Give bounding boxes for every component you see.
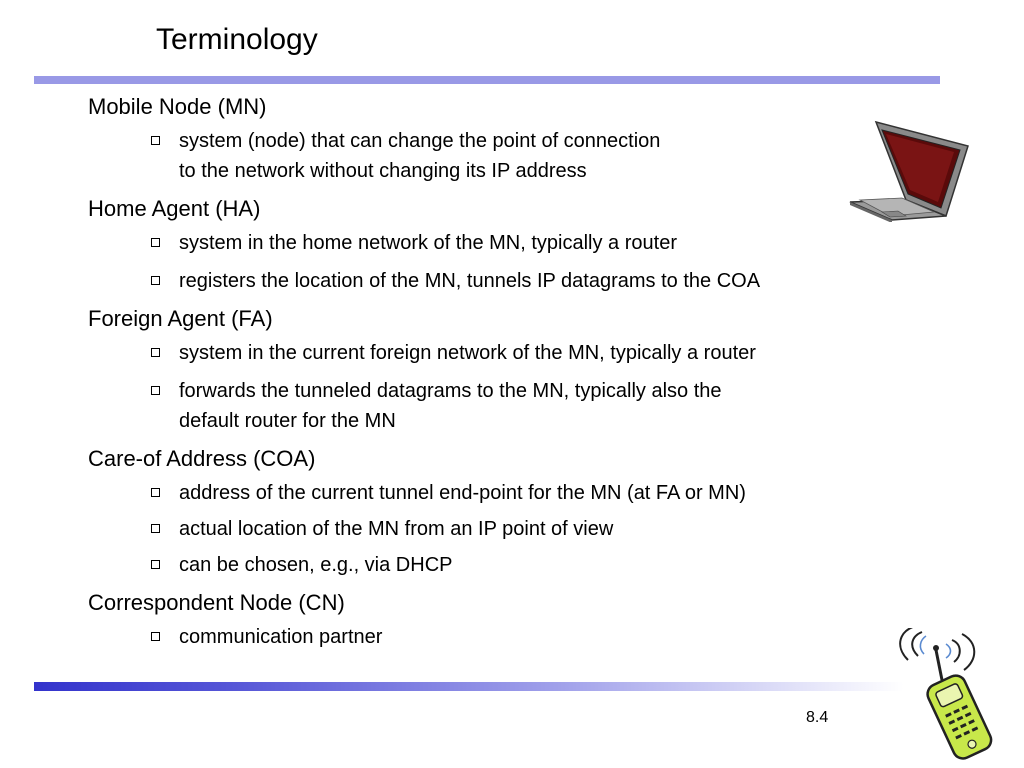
square-bullet-icon bbox=[151, 276, 160, 285]
square-bullet-icon bbox=[151, 348, 160, 357]
bullet-list bbox=[88, 622, 938, 652]
laptop-icon bbox=[846, 112, 976, 222]
section-heading: Home Agent (HA) bbox=[88, 196, 261, 221]
square-bullet-icon bbox=[151, 136, 160, 145]
bullet-item bbox=[88, 376, 938, 436]
section-heading: Care-of Address (COA) bbox=[88, 446, 316, 471]
bullet-item bbox=[88, 228, 938, 258]
bullet-item bbox=[88, 266, 938, 296]
square-bullet-icon bbox=[151, 488, 160, 497]
bullet-text: registers the location of the MN, tunnels IP datagrams to the COA bbox=[179, 270, 761, 292]
bullet-list bbox=[88, 228, 938, 296]
bullet-text: system in the home network of the MN, typically a router bbox=[179, 232, 677, 254]
square-bullet-icon bbox=[151, 238, 160, 247]
section-correspondent-node bbox=[88, 588, 938, 652]
section-home-agent bbox=[88, 194, 938, 296]
footer-divider bbox=[34, 682, 904, 691]
section-care-of-address bbox=[88, 444, 938, 580]
bullet-text: system (node) that can change the point of connection bbox=[179, 130, 661, 152]
bullet-list bbox=[88, 126, 938, 186]
section-heading: Mobile Node (MN) bbox=[88, 94, 267, 119]
section-foreign-agent bbox=[88, 304, 938, 436]
bullet-item bbox=[88, 550, 938, 580]
bullet-text: actual location of the MN from an IP point of view bbox=[179, 518, 614, 540]
bullet-text: system in the current foreign network of the MN, typically a router bbox=[179, 342, 756, 364]
mobile-phone-icon bbox=[882, 628, 1010, 763]
page-number: 8.4 bbox=[806, 709, 829, 726]
square-bullet-icon bbox=[151, 386, 160, 395]
section-heading: Correspondent Node (CN) bbox=[88, 590, 345, 615]
slide-content bbox=[88, 92, 938, 652]
bullet-text: communication partner bbox=[179, 626, 383, 648]
bullet-text: forwards the tunneled datagrams to the MN, typically also the bbox=[179, 380, 722, 402]
bullet-text: address of the current tunnel end-point for the MN (at FA or MN) bbox=[179, 482, 746, 504]
bullet-item bbox=[88, 478, 938, 508]
bullet-item bbox=[88, 338, 938, 368]
bullet-text: to the network without changing its IP address bbox=[179, 160, 587, 182]
slide-title: Terminology bbox=[156, 23, 318, 56]
bullet-item bbox=[88, 514, 938, 544]
bullet-item bbox=[88, 126, 938, 186]
square-bullet-icon bbox=[151, 632, 160, 641]
bullet-list bbox=[88, 338, 938, 436]
bullet-text: default router for the MN bbox=[179, 410, 396, 432]
title-divider bbox=[34, 76, 940, 84]
bullet-list bbox=[88, 478, 938, 580]
square-bullet-icon bbox=[151, 524, 160, 533]
bullet-item bbox=[88, 622, 938, 652]
bullet-text: can be chosen, e.g., via DHCP bbox=[179, 554, 453, 576]
section-mobile-node bbox=[88, 92, 938, 186]
square-bullet-icon bbox=[151, 560, 160, 569]
section-heading: Foreign Agent (FA) bbox=[88, 306, 273, 331]
